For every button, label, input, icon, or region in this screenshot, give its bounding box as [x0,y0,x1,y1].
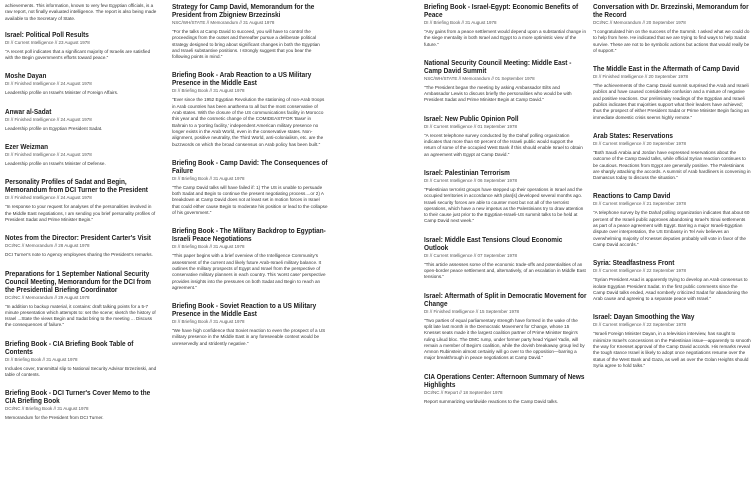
entry-title-link[interactable]: Briefing Book - The Military Backdrop to Egyptian-Israeli Peace Negotiations [172,226,326,244]
entry-meta: DI // Finished Intelligence // 24 August 1978 [5,81,92,87]
entry-description: "I congratulated him on the success of the Summit. I asked what we could do to help from here. He indicated that we are trying to find ways to help Sadat survive. These are not to be symbolic actions but actions that would really be of support." [593,29,750,53]
entry-description: "Ever since the 1952 Egyptian Revolution the stationing of non-Arab troops in Arab countries has been anathema to all but the most conservative of Arab states. With the closure of the US communications facility in Morocco this year and the cosmetic change of the COMIDEASTFOR 'Base' in Bahrain to a 'porting facility,' independent American military presence no longer exists in the Arab World, even in the conservative states. Non-alignment, positive neutrality, the Third World, anti-colonialism, etc. are the buzzwords on which the broad consensus on Arab policy has been built." [172,97,325,147]
document-entry [172,3,328,60]
entry-meta: DI // Finished Intelligence // 24 August 1978 [5,116,92,122]
entry-description: "This paper begins with a brief overview of the Intelligence Community's assessment of the current and likely future Arab-Israeli military balance. It outlines the military prospects of Egypt and Israel from the perspective of conservative military planners in each country. This 'worst case' perspective provides insights into the pressures on both Sadat and Begin to reach an agreement." [172,253,326,290]
entry-title-link[interactable]: Israel: Middle East Tensions Cloud Economic Outlook [424,234,563,252]
entry-meta: DI // Current Intelligence // 23 August 1978 [5,39,90,45]
entry-title-link[interactable]: Personality Profiles of Sadat and Begin, Memorandum from DCI Turner to the President [5,177,148,195]
entry-title-link[interactable]: Israel: Political Poll Results [5,29,89,39]
entry-meta: DCI/NC // Report // 18 September 1978 [424,389,503,395]
entry-meta: NSC/WH/STATE // Memorandum // 31 August 1978 [172,20,275,25]
entry-description: "We have high confidence that Soviet reaction to even the prospect of a US military presence in the Middle East in any foreseeable context would be unreservedly and stridently negative." [172,328,326,346]
entry-meta: DI // Current Intelligence // 21 September 1978 [593,201,687,207]
document-entry [424,373,586,405]
entry-description: "For the talks at Camp David to succeed, you will have to control the proceedings from the outset and thereafter pursue a deliberate political strategy designed to bring about significant changes in both the Egyptian and Israeli substantive positions. I strongly suggest that you bear the following points in mind." [172,29,320,60]
entry-description: Includes cover, transmittal slip to National Security Advisor Brzezinski, and table of contents. [5,365,157,378]
entry-title-link[interactable]: Syria: Steadfastness Front [593,258,675,268]
document-entry [593,192,751,248]
entry-meta: DCI/NC // Memorandum // 20 September 1978 [593,20,686,25]
entry-title-link[interactable]: Briefing Book - Israel-Egypt: Economic Benefits of Peace [424,2,579,19]
entry-description: "The Camp David talks will have failed if: 1) The US is unable to persuade both Sadat and Begin to continue the present negotiating process....or 2) A breakdown at Camp David does not at least set in motion forces in Israel that could either cause Begin to moderate his position or lead to the collapse of his government." [172,184,328,216]
entry-title-link[interactable]: Israel: Palestinian Terrorism [424,167,510,177]
document-entry [172,302,328,347]
entry-title-link[interactable]: Anwar al-Sadat [5,106,52,116]
document-entry [424,236,586,281]
entry-description: "In addition to backup material, it contains: draft talking points for a 5-7 minute presentation which attempts to: set the scene; sketch the history of Israel ...State the views Begin and Sadat bring to the meeting ... Discuss the consequences of failure." [5,303,156,328]
entry-meta: DI // Finished Intelligence // 24 August 1978 [5,195,92,201]
document-entry [5,108,158,132]
entry-meta: DI // Finished Intelligence // 20 September 1978 [593,74,689,80]
entry-title-link[interactable]: Conversation with Dr. Brzezinski, Memorandum for the Record [593,2,749,19]
document-entry [593,259,751,302]
entry-title-link[interactable]: Briefing Book - Camp David: The Consequences of Failure [172,157,328,175]
document-entry [5,72,158,96]
column-3 [424,3,586,416]
document-entry [424,115,586,158]
entry-title-link[interactable]: Preparations for 1 September National Security Council Meeting, Memorandum for the DCI from the Presidential Briefing Coordinator [5,268,151,294]
document-entry [5,340,158,379]
entry-title-link[interactable]: Israel: New Public Opinion Poll [424,113,519,123]
document-entry [5,389,158,421]
entry-description: "A recent telephone survey conducted by the Dahaf polling organization indicates that more than 60 percent of the Israeli public would support the return of some of the occupied West Bank if this should enable Israel to obtain an agreement with Egypt at Camp David." [424,132,583,157]
entry-description: "In response to your request for analyses of the personalities involved in the Middle East negotiations, I am sending you brief personality profiles of President Sadat and Prime Minister Begin." [5,204,156,222]
entry-meta: DI // Finished Intelligence // 24 August 1978 [5,152,92,158]
entry-description: Leadership profile on Egyptian President Sadat. [5,125,103,131]
document-entry [593,313,751,369]
entry-title-link[interactable]: Israel: Dayan Smoothing the Way [593,312,695,322]
entry-meta: DI // Current Intelligence // 01 September 1978 [424,123,518,129]
column-1 [5,3,158,433]
entry-description: "Two parties of equal parliamentary strength have formed in the wake of the split late last month in the Democratic Movement for Change, whose 15 Knesset seats made it the largest coalition partner of Prime Minister Begin's ruling Likud bloc. The DMC rump, under former party head Yigael Yadin, will remain a member of Begin's coalition, while the dovish breakaway group led by Amnon Rubinstein almost certainly will go over to the opposition—barring a major breakthrough in peace negotiations at Camp David." [424,317,585,361]
entry-meta: DI // Briefing Book // 31 August 1978 [5,356,78,362]
document-entry [424,292,586,362]
entry-description: "Israeli Foreign Minister Dayan, in a television interview, has sought to minimize Israel's concessions on the Palestinian issue—apparently to smooth the way for Knesset approval of the Camp David accords. His remarks reveal the tough stance Israel is likely to adopt once negotiations resume over the status of the West Bank and Gaza, as well as over the Golan Heights should Syria agree to hold talks." [593,331,751,368]
entry-description: Memorandum for the President from DCI Turner. [5,415,104,421]
document-entry [5,143,158,167]
document-entry [593,3,751,54]
entry-title-link[interactable]: Israel: Aftermath of Split in Democratic Movement for Change [424,290,587,308]
entry-description: "Any gains from a peace settlement would depend upon a substantial change in the siege mentality in both Israel and Egypt to a more optimistic view of the future." [424,29,587,47]
entry-title-link[interactable]: The Middle East in the Aftermath of Camp David [593,64,740,74]
document-entry [172,159,328,216]
column-2 [172,3,328,358]
document-entry [424,169,586,225]
entry-meta: DI // Current Intelligence // 22 September 1978 [593,322,687,328]
entry-meta: DI // Briefing Book // 31 August 1978 [424,20,497,25]
entry-description: Leadership profile on Israel's Minister of Foreign Affairs. [5,90,119,96]
entry-meta: NSC/WH/STATE // Memorandum // 01 September 1978 [424,75,535,81]
entry-title-link[interactable]: Strategy for Camp David, Memorandum for the President from Zbigniew Brzezinski [172,2,315,19]
entry-meta: DCI/NC // Briefing Book // 31 August 1978 [5,406,89,412]
column-4 [593,3,751,380]
entry-description: "Palestinian terrorist groups have stepped up their operations in Israel and the occupied territories in accordance with plan[s] developed several months ago. Israeli security forces are able to counter most but not all of the terrorist operations, which have a new impetus as the Palestinians try to draw attention to their cause just prior to the Egyptian-Israeli-US summit talks to be held at Camp David next week." [424,186,584,224]
entry-description: Leadership profile on Israel's Minister of Defense. [5,161,106,167]
entry-title-link[interactable]: Ezer Weizman [5,142,49,152]
document-entry [424,59,586,104]
entry-meta: DI // Current Intelligence // 20 September 1978 [593,140,687,146]
entry-description: DCI Turner's note to Agency employees sharing the President's remarks. [5,252,153,258]
entry-title-link[interactable]: Briefing Book - DCI Turner's Cover Memo to the CIA Briefing Book [5,388,151,406]
entry-title-link[interactable]: Moshe Dayan [5,71,47,81]
entry-description: "This article assesses some of the economic trade-offs and potentialities of an open-border peace settlement and, alternatively, of an escalation in Middle East tensions." [424,261,586,280]
entry-title-link[interactable]: CIA Operations Center: Afternoon Summary of News Highlights [424,371,585,389]
document-entry [5,234,158,258]
entry-description: "A telephone survey by the Dahaf polling organization indicates that about 60 percent of the Israeli public approves abandoning Israel's Sinai settlements as part of a peace agreement with Egypt. Barring a major Israeli-Egyptian dispute over interpretation, the US Embassy in Tel Aviv believes an overwhelming majority of Knesset deputies probably will vote in favor of the Camp David accords." [593,210,750,247]
entry-title-link[interactable]: Arab States: Reservations [593,130,673,140]
document-entry [5,270,158,329]
entry-title-link[interactable]: Briefing Book - Arab Reaction to a US Military Presence in the Middle East [172,70,312,88]
entry-title-link[interactable]: Briefing Book - CIA Briefing Book Table of Contents [5,338,134,356]
document-entry [593,132,751,181]
entry-meta: DI // Current Intelligence // 06 September 1978 [424,177,518,183]
entry-meta: DI // Briefing Book // 31 August 1978 [172,88,245,94]
entry-title-link[interactable]: Briefing Book - Soviet Reaction to a US Military Presence in the Middle East [172,301,317,319]
document-entry [593,65,751,121]
document-entry [5,178,158,223]
entry-meta: DCI/NC // Memorandum // 28 August 1978 [5,243,90,249]
entry-meta: DCI/NC // Memorandum // 29 August 1978 [5,294,90,300]
document-entry [5,31,158,62]
document-entry [172,227,328,291]
continued-text: achievements. This information, known to very few Egyptian officials, is a raw report, not finally evaluated intelligence. The report is also being made available to the Secretary of State. [5,3,157,21]
entry-meta: DI // Current Intelligence // 07 September 1978 [424,252,518,258]
entry-description: "The achievements of the Camp David summit surprised the Arab and Israeli publics and have caused considerable confusion and a mixture of negative and positive reactions. Our preliminary readings of the Egyptian and Israeli publics indicates that majorities support what their leaders have achieved; thus the prospect of either President Sadat or Prime Minister Begin facing an immediate domestic crisis seems highly remote." [593,83,750,120]
entry-title-link[interactable]: Notes from the Director: President Carter's Visit [5,233,151,243]
entry-title-link[interactable]: National Security Council Meeting: Middle East - Camp David Summit [424,57,572,75]
entry-meta: DI // Briefing Book // 31 August 1978 [172,244,245,250]
entry-meta: DI // Briefing Book // 31 August 1978 [172,175,245,181]
document-entry [172,71,328,147]
entry-description: "The President began the meeting by asking Ambassador Eilts and Ambassador Lewis to discuss briefly the personalities who would be with President Sadat and Prime Minister Begin at Camp David." [424,84,572,103]
document-entry [424,3,586,48]
entry-meta: DI // Finished Intelligence // 15 September 1978 [424,308,520,314]
entry-description: Report summarizing worldwide reactions to the Camp David talks. [424,398,559,404]
entry-description: "A recent poll indicates that a significant majority of Israelis are satisfied with the Begin government's efforts toward peace." [5,48,151,61]
entry-meta: DI // Briefing Book // 31 August 1978 [172,319,245,325]
entry-title-link[interactable]: Reactions to Camp David [593,191,671,201]
entry-meta: DI // Current Intelligence // 22 September 1978 [593,268,687,274]
entry-description: "Syrian President Asad is apparently trying to develop an Arab consensus to isolate Egyptian President Sadat. In the first public comments since the Camp David talks ended, Asad somberly criticized Sadat for abandoning the Arab cause and agreeing to a separate peace with Israel." [593,277,748,302]
entry-description: "Both Saudi Arabia and Jordan have expressed reservations about the outcome of the Camp David talks, while official Syrian reaction continues to be cautious. Reactions from Egypt are generally positive. The Palestinians are sharply attacking the accords. A summit of Arab hardliners is convening in Damascus today to discuss the situation." [593,149,751,181]
